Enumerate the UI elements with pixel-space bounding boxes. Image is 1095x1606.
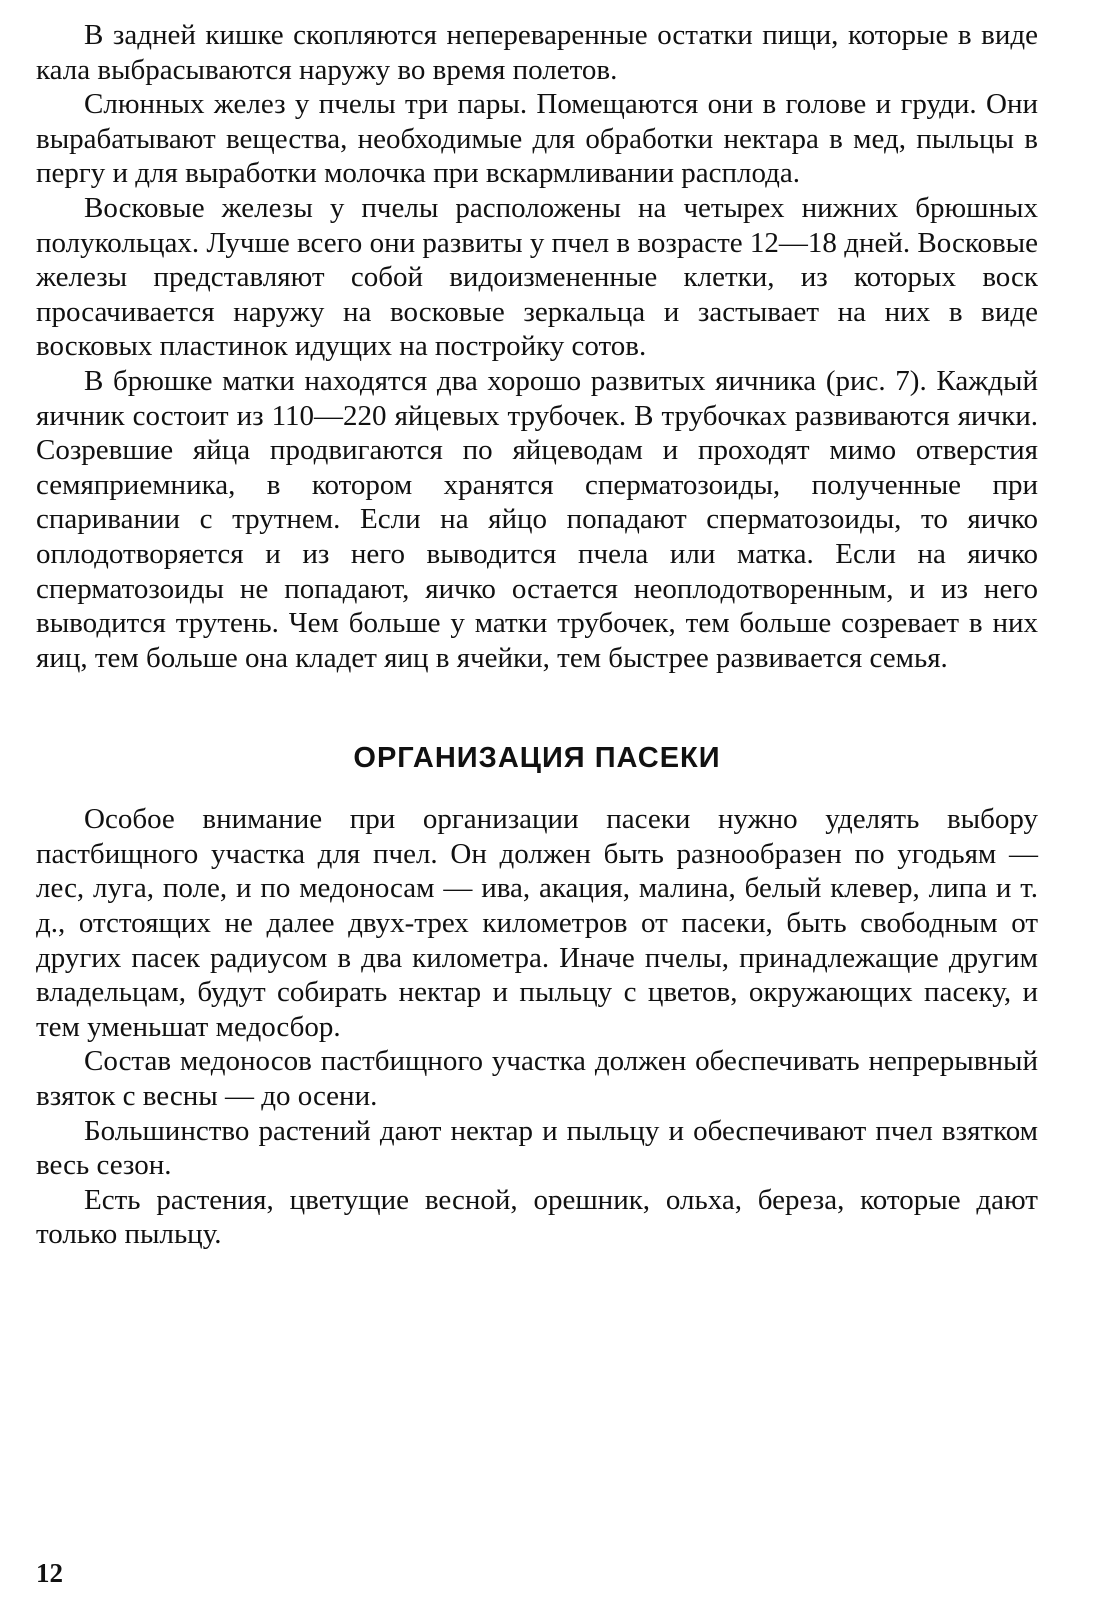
paragraph-plants-season: Большинство растений дают нектар и пыльцу и обеспечивают пчел взятком весь сезон. (36, 1114, 1038, 1182)
section-title: ОРГАНИЗАЦИЯ ПАСЕКИ (353, 742, 721, 775)
paragraph-spring-plants: Есть растения, цветущие весной, орешник, ольха, береза, которые дают только пыльцу. (36, 1183, 1038, 1251)
paragraph-salivary-glands: Слюнных желез у пчелы три пары. Помещаются они в голове и груди. Они вырабатывают вещества, необходимые для обработки нектара в мед, пыльцы в пергу и для выработки молочка при вскармливании расплода. (36, 88, 1038, 190)
page-number: 12 (36, 1558, 63, 1588)
paragraph-pasture-selection: Особое внимание при организации пасеки нужно уделять выбору пастбищного участка для пчел. Он должен быть разнообразен по угодьям — лес, луга, поле, и по медоносам — ива, акация, малина, белый клевер, липа и т. д., отстоящих не далее двух-трех километров от пасеки, быть свободным от других пасек радиусом в два километра. Иначе пчелы, принадлежащие другим владельцам, будут собирать нектар и пыльцу с цветов, окружающих пасеку, и тем уменьшат медосбор. (36, 803, 1038, 1043)
paragraph-hindgut: В задней кишке скопляются непереваренные остатки пищи, которые в виде кала выбрасываются наружу во время полетов. (36, 19, 1038, 86)
paragraph-queen-ovaries: В брюшке матки находятся два хорошо развитых яичника (рис. 7). Каждый яичник состоит из 110—220 яйцевых трубочек. В трубочках развиваются яички. Созревшие яйца продвигаются по яйцеводам и проходят мимо отверстия семяприемника, в котором хранятся сперматозоиды, полученные при спаривании с трутнем. Если на яйцо попадают сперматозоиды, то яичко оплодотворяется и из него выводится пчела или матка. Если на яичко сперматозоиды не попадают, яичко остается неоплодотворенным, и из него выводится трутень. Чем больше у матки трубочек, тем больше созревает в них яиц, тем больше она кладет яиц в ячейки, тем быстрее развивается семья. (36, 364, 1038, 674)
book-page (36, 18, 1038, 1588)
paragraph-wax-glands: Восковые железы у пчелы расположены на четырех нижних брюшных полукольцах. Лучше всего они развиты у пчел в возрасте 12—18 дней. Восковые железы представляют собой видоизмененные клетки, из которых воск просачивается наружу на восковые зеркальца и застывает на них в виде восковых пластинок идущих на постройку сотов. (36, 191, 1038, 363)
paragraph-honey-plants: Состав медоносов пастбищного участка должен обеспечивать непрерывный взяток с весны — до осени. (36, 1045, 1038, 1113)
